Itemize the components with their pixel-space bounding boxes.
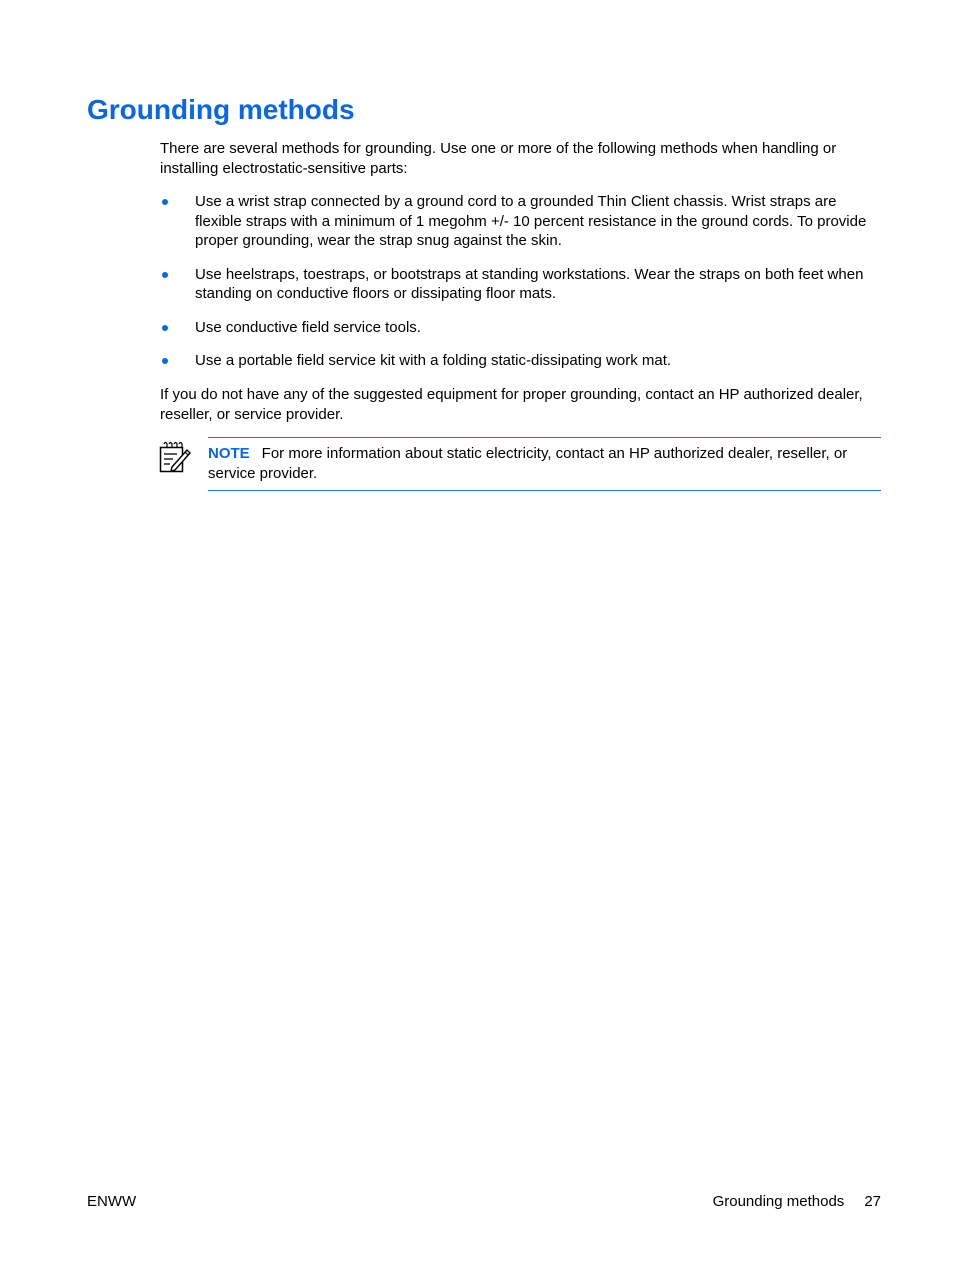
list-item-text: Use a wrist strap connected by a ground cord to a grounded Thin Client chassis. Wrist straps are flexible straps with a minimum of 1 megohm +/- 10 percent resistance in the ground cords. To provide proper grounding, wear the strap snug against the skin. bbox=[195, 193, 867, 249]
note-label: NOTE bbox=[208, 445, 250, 462]
bullet-icon bbox=[162, 358, 168, 364]
outro-paragraph: If you do not have any of the suggested equipment for proper grounding, contact an HP authorized dealer, reseller, or service provider. bbox=[160, 386, 863, 423]
list-item bbox=[160, 265, 885, 304]
intro-paragraph: There are several methods for grounding. Use one or more of the following methods when handling or installing electrostatic-sensitive parts: bbox=[160, 140, 837, 177]
page-number: 27 bbox=[864, 1193, 881, 1210]
bullet-icon bbox=[162, 199, 168, 205]
list-item bbox=[160, 192, 885, 251]
footer-right bbox=[713, 1192, 881, 1212]
bullet-icon bbox=[162, 272, 168, 278]
list-item-text: Use a portable field service kit with a folding static-dissipating work mat. bbox=[195, 352, 672, 369]
note-text: For more information about static electricity, contact an HP authorized dealer, reseller, or service provider. bbox=[208, 445, 848, 482]
footer-left: ENWW bbox=[87, 1193, 137, 1210]
grounding-methods-list bbox=[160, 192, 885, 385]
footer-section-title: Grounding methods bbox=[712, 1193, 845, 1210]
list-item bbox=[160, 351, 885, 371]
list-item-text: Use conductive field service tools. bbox=[195, 318, 421, 336]
page-title: Grounding methods bbox=[87, 94, 355, 125]
list-item-text: Use heelstraps, toestraps, or bootstraps at standing workstations. Wear the straps on both feet when standing on conductive floors or dissipating floor mats. bbox=[195, 265, 864, 302]
bullet-icon bbox=[162, 325, 168, 331]
note-box bbox=[208, 437, 881, 491]
list-item bbox=[160, 318, 885, 338]
note-pad-icon bbox=[158, 440, 192, 474]
